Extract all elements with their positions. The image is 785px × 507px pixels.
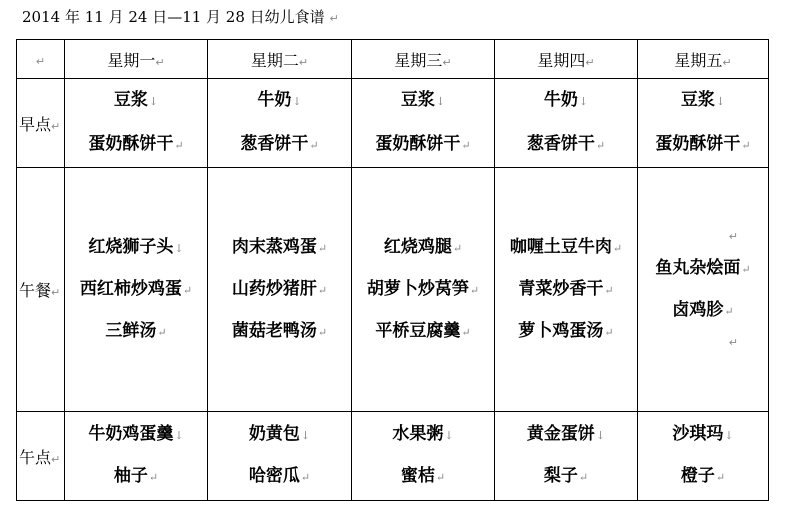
menu-item: 红烧狮子头↓ [88, 236, 184, 257]
menu-item: 牛奶鸡蛋羹↓ [88, 424, 184, 444]
menu-cell [352, 168, 495, 412]
menu-item: 咖喱土豆牛肉↵ [509, 236, 623, 257]
menu-item: 橙子↵ [680, 466, 726, 486]
meal-label-snack: 午点↵ [17, 412, 65, 501]
menu-cell [638, 412, 769, 501]
menu-item: 牛奶↓ [257, 90, 302, 110]
menu-cell [495, 412, 638, 501]
menu-cell [65, 168, 208, 412]
corner-cell: ↵ [17, 40, 65, 79]
menu-table [16, 39, 769, 501]
menu-item: 奶黄包↓ [248, 424, 311, 444]
menu-item: 水果粥↓ [392, 424, 454, 444]
menu-item: 平桥豆腐羹↵ [375, 320, 471, 341]
menu-item: 西红柿炒鸡蛋↵ [79, 278, 193, 299]
menu-item: 肉末蒸鸡蛋↵ [231, 236, 328, 257]
day-header-4: 星期四↵ [495, 40, 638, 79]
paragraph-mark: ↵ [329, 12, 339, 25]
day-header-2: 星期二↵ [208, 40, 352, 79]
menu-item: 蛋奶酥饼干↵ [375, 134, 471, 154]
menu-item: 山药炒猪肝↵ [231, 278, 328, 299]
empty-paragraph-mark: ↵ [728, 335, 738, 349]
header-row [17, 40, 769, 79]
day-header-3: 星期三↵ [352, 40, 495, 79]
menu-item: 萝卜鸡蛋汤↵ [518, 320, 614, 341]
menu-cell [208, 168, 352, 412]
meal-label-breakfast: 早点↵ [17, 79, 65, 168]
menu-item: 梨子↵ [543, 466, 589, 486]
menu-item: 三鲜汤↵ [105, 320, 167, 341]
menu-item: 菌菇老鸭汤↵ [231, 320, 328, 341]
menu-item: 鱼丸杂烩面↵ [655, 257, 751, 278]
menu-item: 沙琪玛↓ [672, 424, 734, 444]
menu-item: 哈密瓜↵ [248, 466, 311, 486]
breakfast-row [17, 79, 769, 168]
menu-cell [352, 412, 495, 501]
menu-item: 黄金蛋饼↓ [526, 424, 606, 444]
empty-paragraph-mark: ↵ [728, 229, 738, 243]
menu-item: 卤鸡胗↵ [672, 299, 734, 320]
menu-cell [638, 79, 769, 168]
menu-cell [495, 168, 638, 412]
menu-item: 柚子↵ [113, 466, 159, 486]
menu-item: 青菜炒香干↵ [518, 278, 614, 299]
menu-item: 豆浆↓ [113, 90, 159, 110]
menu-item: 牛奶↓ [543, 90, 589, 110]
menu-item: 葱香饼干↵ [526, 134, 606, 154]
menu-item: 蛋奶酥饼干↵ [88, 134, 184, 154]
day-header-5: 星期五↵ [638, 40, 769, 79]
menu-item: 豆浆↓ [400, 90, 446, 110]
afternoon-snack-row [17, 412, 769, 501]
menu-item: 葱香饼干↵ [240, 134, 319, 154]
page-title [22, 6, 339, 27]
menu-cell [208, 79, 352, 168]
lunch-row [17, 168, 769, 412]
menu-cell [495, 79, 638, 168]
menu-cell [208, 412, 352, 501]
menu-cell [352, 79, 495, 168]
menu-item: 蛋奶酥饼干↵ [655, 134, 751, 154]
menu-cell [638, 168, 769, 412]
meal-label-lunch: 午餐↵ [17, 168, 65, 412]
menu-cell [65, 79, 208, 168]
menu-item: 红烧鸡腿↵ [383, 236, 463, 257]
menu-item: 豆浆↓ [680, 90, 726, 110]
title-text: 2014 年 11 月 24 日—11 月 28 日幼儿食谱 [22, 8, 325, 26]
day-header-1: 星期一↵ [65, 40, 208, 79]
menu-item: 胡萝卜炒莴笋↵ [366, 278, 480, 299]
menu-item: 蜜桔↵ [400, 466, 446, 486]
menu-cell [65, 412, 208, 501]
